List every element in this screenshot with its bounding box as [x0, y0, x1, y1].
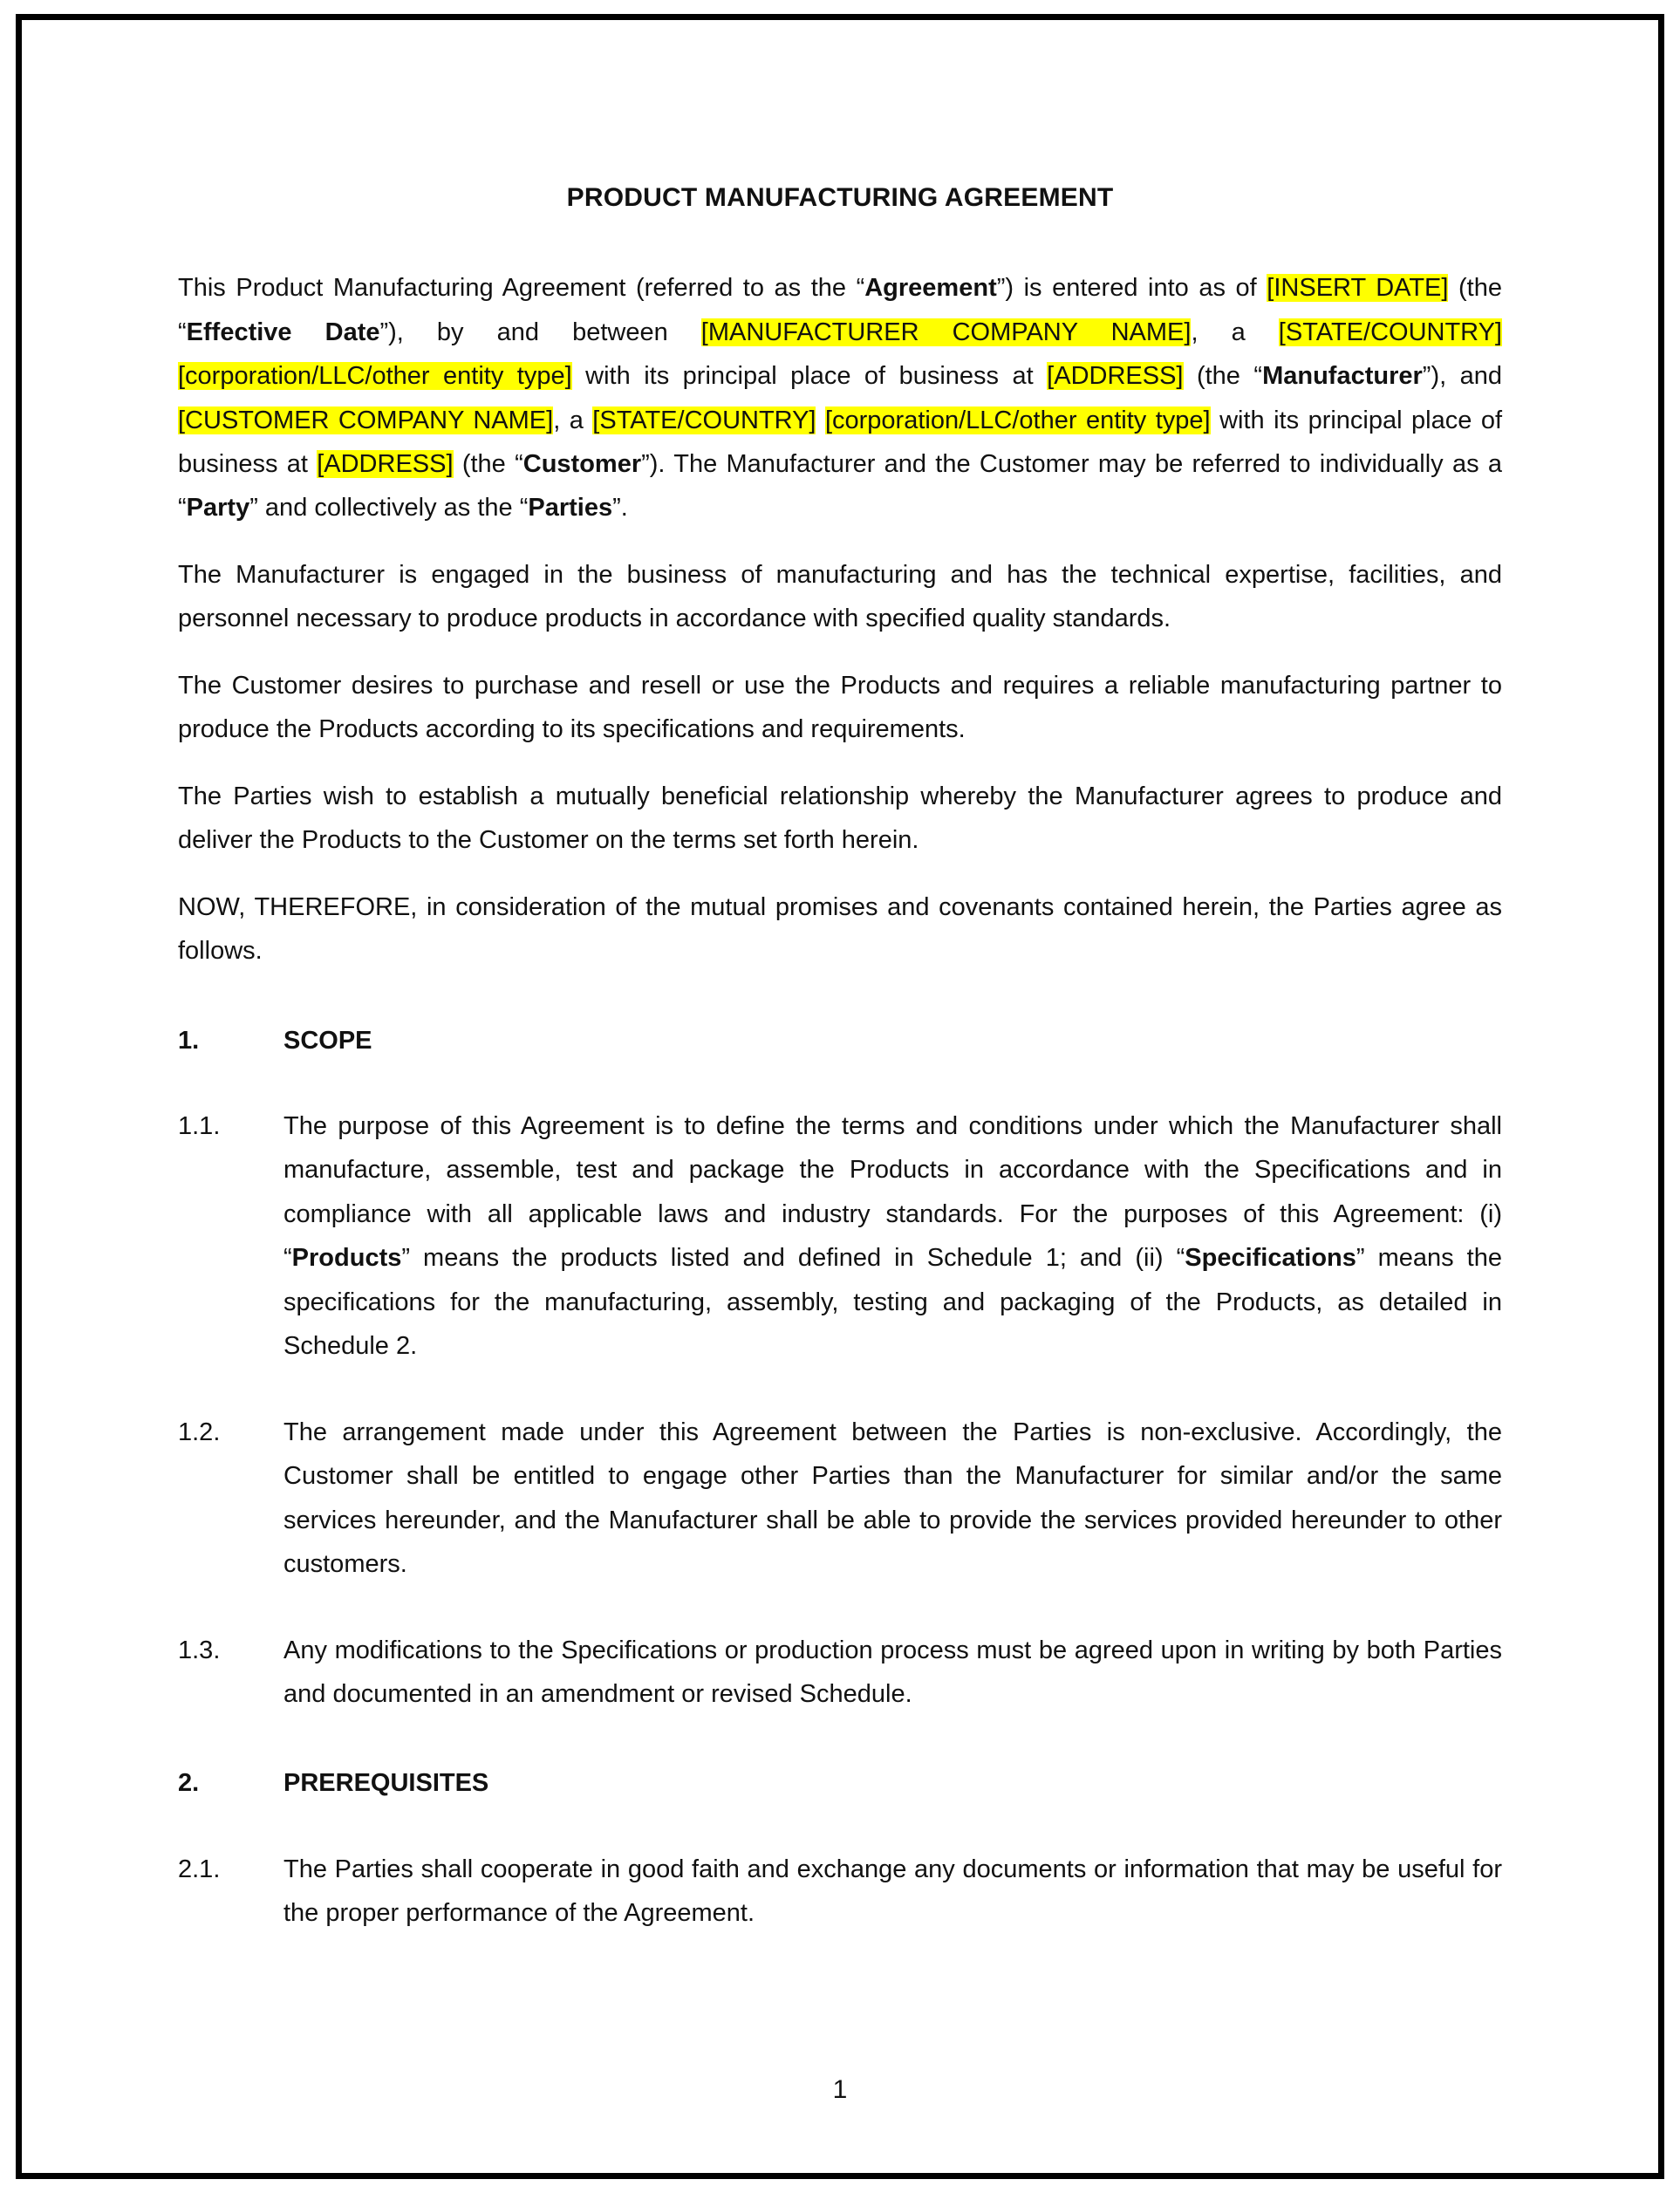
highlighted-placeholder: [corporation/LLC/other entity type]	[178, 362, 572, 391]
bold-run: Parties	[528, 494, 613, 523]
clause-number: 2.1.	[178, 1855, 221, 1883]
numbered-clause	[178, 1411, 1502, 1587]
clause-text	[283, 1104, 1502, 1369]
bold-run: Customer	[522, 450, 642, 478]
document-content	[178, 175, 1502, 1936]
highlighted-placeholder: [STATE/COUNTRY]	[592, 406, 816, 434]
text-run: ”). The Manufacturer and the Customer may be referred to individually as a “	[178, 450, 1502, 523]
text-run: ”), and	[1422, 362, 1503, 391]
section-heading	[178, 1019, 1502, 1062]
text-run: ” means the products listed and defined in Schedule 1; and (ii) “	[401, 1244, 1185, 1273]
paragraph	[178, 266, 1502, 530]
section-title: SCOPE	[283, 1026, 372, 1055]
highlighted-placeholder: [INSERT DATE]	[1267, 274, 1449, 303]
text-run: The Manufacturer is engaged in the business of manufacturing and has the technical expertise, facilities, and personnel necessary to produce products in accordance with specified quality standards.	[178, 560, 1502, 633]
highlighted-placeholder: [STATE/COUNTRY]	[1278, 318, 1502, 346]
text-run: ” and collectively as the “	[249, 494, 529, 523]
clause-text	[283, 1629, 1502, 1717]
numbered-clause	[178, 1104, 1502, 1369]
highlighted-placeholder: [MANUFACTURER COMPANY NAME]	[700, 318, 1192, 346]
text-run: , a	[1191, 318, 1279, 346]
section-number: 1.	[178, 1026, 200, 1055]
paragraph	[178, 885, 1502, 974]
text-run: The Parties wish to establish a mutually beneficial relationship whereby the Manufacturer agrees to produce and deliver the Products to the Customer on the terms set forth herein.	[178, 782, 1502, 855]
document-title: PRODUCT MANUFACTURING AGREEMENT	[566, 183, 1114, 212]
text-run: The Customer desires to purchase and resell or use the Products and requires a reliable manufacturing partner to produce the Products according to its specifications and requirements.	[178, 671, 1502, 744]
clause-number: 1.1.	[178, 1111, 221, 1140]
clause-number: 1.2.	[178, 1418, 221, 1446]
highlighted-placeholder: [ADDRESS]	[317, 450, 454, 478]
text-run: NOW, THEREFORE, in consideration of the mutual promises and covenants contained herein, the Parties agree as follows.	[178, 892, 1502, 966]
text-run: (the “	[1183, 362, 1263, 391]
text-run: The arrangement made under this Agreement between the Parties is non-exclusive. Accordingly, the Customer shall be entitled to engage other Parties than the Manufacturer for similar and/or the same services hereunder, and the Manufacturer shall be able to provide the services provided hereunder to other customers.	[283, 1418, 1502, 1579]
document-body	[178, 266, 1502, 1936]
section-number: 2.	[178, 1769, 200, 1798]
text-run: ”) is entered into as of	[996, 274, 1267, 303]
text-run: The purpose of this Agreement is to define the terms and conditions under which the Manufacturer shall manufacture, assemble, test and package the Products in accordance with the Specifications and in compliance with all applicable laws and industry standards. For the purposes of this Agreement: (i) “	[283, 1111, 1502, 1273]
bold-run: Products	[291, 1244, 402, 1273]
text-run	[816, 406, 824, 434]
section-title: PREREQUISITES	[283, 1769, 489, 1798]
bold-run: Manufacturer	[1262, 362, 1423, 391]
bold-run: Agreement	[864, 274, 997, 303]
text-run: (the “	[453, 450, 523, 478]
text-run: ”), by and between	[379, 318, 701, 346]
clause-number: 1.3.	[178, 1636, 221, 1664]
text-run: (the “	[178, 274, 1503, 346]
clause-text	[283, 1411, 1502, 1587]
page-border	[16, 14, 1664, 2179]
text-run: The Parties shall cooperate in good faith and exchange any documents or information that may be useful for the proper performance of the Agreement.	[283, 1855, 1502, 1928]
paragraph	[178, 553, 1502, 641]
numbered-clause	[178, 1848, 1502, 1936]
numbered-clause	[178, 1629, 1502, 1717]
paragraph	[178, 775, 1502, 863]
text-run: This Product Manufacturing Agreement (referred to as the “	[178, 274, 865, 303]
bold-run: Party	[186, 494, 250, 523]
highlighted-placeholder: [CUSTOMER COMPANY NAME]	[178, 406, 554, 434]
text-run: with its principal place of business at	[571, 362, 1048, 391]
highlighted-placeholder: [ADDRESS]	[1047, 362, 1184, 391]
text-run: with its principal place of business at	[178, 406, 1503, 478]
page-number: 1	[832, 2075, 848, 2104]
bold-run: Specifications	[1185, 1244, 1356, 1273]
text-run: , a	[553, 406, 593, 434]
paragraph	[178, 664, 1502, 752]
bold-run: Effective Date	[186, 318, 380, 346]
text-run: ” means the specifications for the manufacturing, assembly, testing and packaging of the Products, as detailed in Schedule 2.	[283, 1244, 1502, 1361]
clause-text	[283, 1848, 1502, 1936]
text-run: Any modifications to the Specifications or production process must be agreed upon in writing by both Parties and documented in an amendment or revised Schedule.	[283, 1636, 1502, 1708]
highlighted-placeholder: [corporation/LLC/other entity type]	[824, 406, 1211, 434]
text-run: ”.	[612, 494, 628, 523]
section-heading	[178, 1761, 1502, 1805]
